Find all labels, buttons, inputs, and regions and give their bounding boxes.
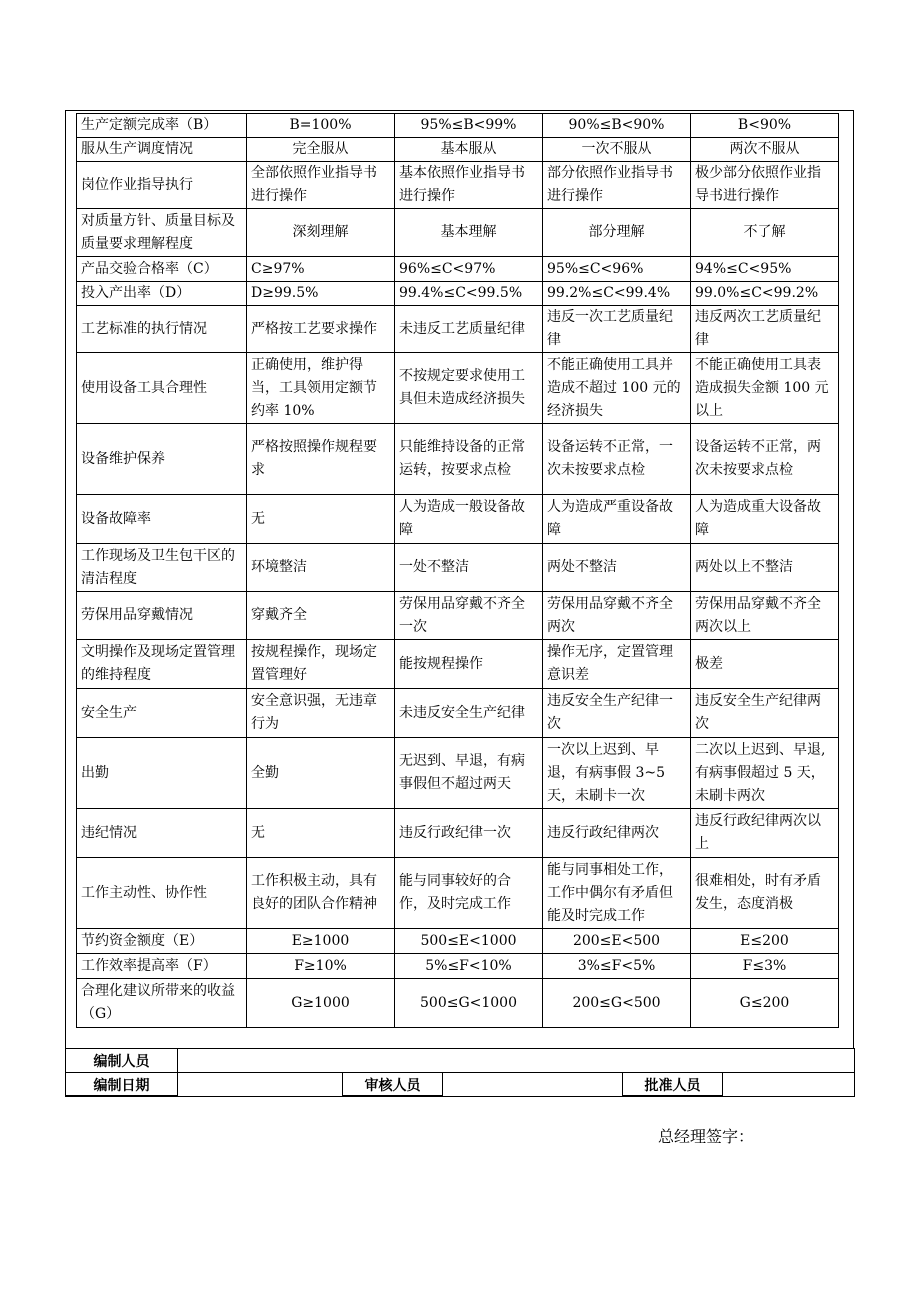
level-good-cell: 未违反工艺质量纪律	[395, 306, 543, 353]
criterion-cell: 合理化建议所带来的收益（G）	[77, 979, 247, 1028]
level-poor-cell: G≤200	[691, 979, 839, 1028]
level-poor-cell: E≤200	[691, 929, 839, 954]
approver-field[interactable]	[723, 1073, 855, 1097]
level-good-cell: 不按规定要求使用工具但未造成经济损失	[395, 353, 543, 424]
level-poor-cell: 很难相处，时有矛盾发生，态度消极	[691, 858, 839, 929]
level-poor-cell: 极差	[691, 640, 839, 689]
criterion-cell: 安全生产	[77, 689, 247, 738]
level-good-cell: 劳保用品穿戴不齐全一次	[395, 592, 543, 640]
table-row	[77, 209, 839, 257]
level-excellent-cell: D≥99.5%	[247, 282, 395, 306]
date-field[interactable]	[178, 1073, 343, 1097]
criterion-cell: 违纪情况	[77, 809, 247, 858]
level-poor-cell: 违反行政纪律两次以上	[691, 809, 839, 858]
table-row	[77, 114, 839, 138]
level-poor-cell: 违反安全生产纪律两次	[691, 689, 839, 738]
level-fair-cell: 劳保用品穿戴不齐全两次	[543, 592, 691, 640]
table-row	[77, 424, 839, 495]
criterion-cell: 工作主动性、协作性	[77, 858, 247, 929]
level-excellent-cell: 全部依照作业指导书进行操作	[247, 162, 395, 209]
criterion-cell: 工作现场及卫生包干区的清洁程度	[77, 544, 247, 592]
level-fair-cell: 违反行政纪律两次	[543, 809, 691, 858]
level-excellent-cell: 环境整洁	[247, 544, 395, 592]
table-row	[77, 495, 839, 544]
level-good-cell: 基本依照作业指导书进行操作	[395, 162, 543, 209]
level-excellent-cell: 工作积极主动，具有良好的团队合作精神	[247, 858, 395, 929]
level-fair-cell: 95%≤C<96%	[543, 257, 691, 282]
date-label: 编制日期	[66, 1073, 178, 1097]
table-row	[77, 954, 839, 979]
table-row	[77, 738, 839, 809]
level-good-cell: 未违反安全生产纪律	[395, 689, 543, 738]
level-poor-cell: 二次以上迟到、早退,有病事假超过 5 天，未刷卡两次	[691, 738, 839, 809]
level-excellent-cell: 严格按工艺要求操作	[247, 306, 395, 353]
level-fair-cell: 部分依照作业指导书进行操作	[543, 162, 691, 209]
level-excellent-cell: 安全意识强，无违章行为	[247, 689, 395, 738]
level-poor-cell: 违反两次工艺质量纪律	[691, 306, 839, 353]
level-fair-cell: 违反一次工艺质量纪律	[543, 306, 691, 353]
level-fair-cell: 99.2%≤C<99.4%	[543, 282, 691, 306]
level-good-cell: 基本服从	[395, 138, 543, 162]
level-fair-cell: 90%≤B<90%	[543, 114, 691, 138]
level-poor-cell: F≤3%	[691, 954, 839, 979]
table-row	[77, 809, 839, 858]
table-row	[77, 640, 839, 689]
level-good-cell: 5%≤F<10%	[395, 954, 543, 979]
level-fair-cell: 部分理解	[543, 209, 691, 257]
evaluation-table	[76, 113, 839, 1028]
level-poor-cell: 99.0%≤C<99.2%	[691, 282, 839, 306]
table-row	[77, 162, 839, 209]
table-row	[77, 138, 839, 162]
level-good-cell: 基本理解	[395, 209, 543, 257]
table-row	[77, 544, 839, 592]
reviewer-field[interactable]	[443, 1073, 623, 1097]
level-fair-cell: 设备运转不正常，一次未按要求点检	[543, 424, 691, 495]
level-fair-cell: 操作无序，定置管理意识差	[543, 640, 691, 689]
level-excellent-cell: 全勤	[247, 738, 395, 809]
level-good-cell: 人为造成一般设备故障	[395, 495, 543, 544]
level-fair-cell: 一次不服从	[543, 138, 691, 162]
level-good-cell: 500≤G<1000	[395, 979, 543, 1028]
level-excellent-cell: 完全服从	[247, 138, 395, 162]
level-poor-cell: 设备运转不正常，两次未按要求点检	[691, 424, 839, 495]
level-good-cell: 95%≤B<99%	[395, 114, 543, 138]
level-poor-cell: 极少部分依照作业指导书进行操作	[691, 162, 839, 209]
level-fair-cell: 一次以上迟到、早退，有病事假 3~5 天，未刷卡一次	[543, 738, 691, 809]
criterion-cell: 设备维护保养	[77, 424, 247, 495]
criterion-cell: 对质量方针、质量目标及质量要求理解程度	[77, 209, 247, 257]
criterion-cell: 出勤	[77, 738, 247, 809]
level-poor-cell: 两次不服从	[691, 138, 839, 162]
table-row	[77, 689, 839, 738]
level-poor-cell: 不能正确使用工具表造成损失金额 100 元以上	[691, 353, 839, 424]
criterion-cell: 使用设备工具合理性	[77, 353, 247, 424]
level-fair-cell: 3%≤F<5%	[543, 954, 691, 979]
criterion-cell: 节约资金额度（E）	[77, 929, 247, 954]
criterion-cell: 工艺标准的执行情况	[77, 306, 247, 353]
level-good-cell: 能按规程操作	[395, 640, 543, 689]
level-fair-cell: 人为造成严重设备故障	[543, 495, 691, 544]
table-row	[77, 592, 839, 640]
criterion-cell: 劳保用品穿戴情况	[77, 592, 247, 640]
level-fair-cell: 违反安全生产纪律一次	[543, 689, 691, 738]
level-good-cell: 违反行政纪律一次	[395, 809, 543, 858]
level-excellent-cell: 深刻理解	[247, 209, 395, 257]
compiler-row	[66, 1049, 855, 1073]
level-excellent-cell: 严格按照操作规程要求	[247, 424, 395, 495]
level-excellent-cell: E≥1000	[247, 929, 395, 954]
table-row	[77, 257, 839, 282]
level-excellent-cell: B=100%	[247, 114, 395, 138]
level-poor-cell: 不了解	[691, 209, 839, 257]
level-good-cell: 无迟到、早退，有病事假但不超过两天	[395, 738, 543, 809]
level-good-cell: 一处不整洁	[395, 544, 543, 592]
criterion-cell: 设备故障率	[77, 495, 247, 544]
level-fair-cell: 两处不整洁	[543, 544, 691, 592]
criterion-cell: 岗位作业指导执行	[77, 162, 247, 209]
level-excellent-cell: 按规程操作，现场定置管理好	[247, 640, 395, 689]
table-row	[77, 282, 839, 306]
reviewer-label: 审核人员	[343, 1073, 443, 1097]
level-excellent-cell: 正确使用，维护得当，工具领用定额节约率 10%	[247, 353, 395, 424]
general-manager-signature: 总经理签字：	[658, 1127, 755, 1146]
criterion-cell: 生产定额完成率（B）	[77, 114, 247, 138]
table-row	[77, 306, 839, 353]
level-good-cell: 99.4%≤C<99.5%	[395, 282, 543, 306]
table-row	[77, 929, 839, 954]
criterion-cell: 服从生产调度情况	[77, 138, 247, 162]
table-row	[77, 979, 839, 1028]
level-excellent-cell: G≥1000	[247, 979, 395, 1028]
criterion-cell: 文明操作及现场定置管理的维持程度	[77, 640, 247, 689]
level-excellent-cell: C≥97%	[247, 257, 395, 282]
criterion-cell: 投入产出率（D）	[77, 282, 247, 306]
table-row	[77, 858, 839, 929]
table-row	[77, 353, 839, 424]
level-excellent-cell: 无	[247, 809, 395, 858]
level-good-cell: 能与同事较好的合作，及时完成工作	[395, 858, 543, 929]
level-excellent-cell: F≥10%	[247, 954, 395, 979]
criterion-cell: 产品交验合格率（C）	[77, 257, 247, 282]
compiler-field[interactable]	[178, 1049, 855, 1073]
footer-table	[65, 1048, 855, 1097]
level-good-cell: 只能维持设备的正常运转，按要求点检	[395, 424, 543, 495]
approver-label: 批准人员	[623, 1073, 723, 1097]
level-excellent-cell: 无	[247, 495, 395, 544]
level-poor-cell: 劳保用品穿戴不齐全两次以上	[691, 592, 839, 640]
level-fair-cell: 不能正确使用工具并造成不超过 100 元的经济损失	[543, 353, 691, 424]
approval-row	[66, 1073, 855, 1097]
level-poor-cell: 94%≤C<95%	[691, 257, 839, 282]
level-poor-cell: 人为造成重大设备故障	[691, 495, 839, 544]
level-good-cell: 96%≤C<97%	[395, 257, 543, 282]
level-poor-cell: 两处以上不整洁	[691, 544, 839, 592]
level-excellent-cell: 穿戴齐全	[247, 592, 395, 640]
criterion-cell: 工作效率提高率（F）	[77, 954, 247, 979]
level-fair-cell: 200≤E<500	[543, 929, 691, 954]
compiler-label: 编制人员	[66, 1049, 178, 1073]
level-fair-cell: 能与同事相处工作，工作中偶尔有矛盾但能及时完成工作	[543, 858, 691, 929]
level-good-cell: 500≤E<1000	[395, 929, 543, 954]
level-poor-cell: B<90%	[691, 114, 839, 138]
level-fair-cell: 200≤G<500	[543, 979, 691, 1028]
